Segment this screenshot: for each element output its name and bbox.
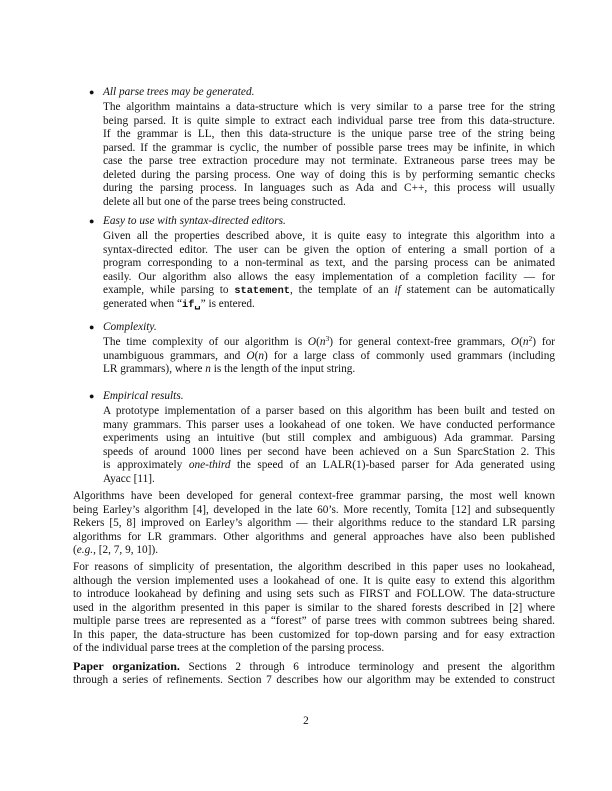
text-line: syntax-directed editor. The user can be given the option of entering a small portion of a	[103, 243, 555, 256]
text-run: statement	[234, 285, 290, 297]
text-line: algorithms for LR grammars. Other algorithms and general approaches have also been published	[73, 530, 555, 543]
text-line: although the version implemented uses a lookahead of one. It is quite easy to extend this algorithm	[73, 574, 555, 587]
text-line	[103, 350, 555, 364]
text-run: (	[519, 336, 523, 348]
text-line	[103, 459, 555, 473]
text-line: being Earley’s algorithm [4], developed in the late 60’s. More recently, Tomita [12] and subsequently	[73, 503, 555, 516]
text-line: delete all but one of the parse trees being constructed.	[103, 195, 346, 208]
text-run: 2	[528, 334, 533, 343]
text-run: statement can be automatically	[400, 284, 555, 296]
text-line	[103, 284, 555, 298]
bullet-title: All parse trees may be generated.	[103, 86, 255, 98]
text-run: example, while parsing to	[103, 284, 235, 296]
text-line	[73, 544, 555, 558]
text-line: Given all the properties described above, it is quite easy to integrate this algorithm into a	[103, 230, 555, 242]
text-run: , [2, 7, 9, 10]).	[93, 544, 159, 556]
text-line: of the individual parse trees at the completion of the parsing process.	[73, 642, 385, 654]
text-line: If the grammar is LL, then this data-structure is the unique parse tree of the string being	[103, 128, 555, 140]
text-line	[103, 363, 555, 377]
bullet-item	[89, 390, 555, 486]
text-line: multiple parse trees are represented as a “forest” of parse trees with common subtrees being shared.	[73, 615, 555, 627]
text-line: Algorithms have been developed for general context-free grammar parsing, the most well known	[73, 490, 555, 502]
text-line: A prototype implementation of a parser based on this algorithm has been built and tested on	[103, 405, 555, 417]
text-run: O	[246, 349, 255, 362]
text-line: program corresponding to a non-terminal as text, and the parsing process can be animated	[103, 257, 555, 269]
text-line: speeds of around 1000 lines per second have been achieved on a Sun SparcStation 2. This	[103, 445, 555, 458]
text-run: n	[258, 349, 264, 362]
text-run: Sections 2 through 6 introduce terminology and present the algorithm	[179, 661, 555, 673]
text-line: deleted during the parsing process. One way of doing this is by performing semantic checks	[103, 168, 555, 181]
text-run: if␣	[182, 298, 201, 311]
text-run: (	[316, 336, 320, 348]
text-run: e.g.	[76, 544, 94, 556]
text-line: case the parse tree extraction procedure may not terminate. Extraneous parse trees may be	[103, 155, 555, 167]
text-run: ” is entered.	[200, 297, 255, 310]
text-run: generated when “	[103, 297, 183, 310]
paragraph	[73, 660, 555, 687]
text-run: O	[510, 336, 520, 348]
text-run: the speed of an LALR(1)-based parser for Ada generated using	[230, 459, 555, 471]
text-run: is the length of the input string.	[210, 363, 356, 375]
bullet-item	[89, 321, 555, 377]
text-run: O	[307, 336, 317, 348]
paragraph	[73, 490, 555, 558]
text-run: n	[522, 336, 529, 348]
bullet-icon: ●	[89, 216, 95, 226]
text-line: For reasons of simplicity of presentation, the algorithm described in this paper uses no lookahead,	[73, 561, 555, 573]
run-in-heading: Paper organization.	[73, 659, 180, 673]
text-run: (	[254, 349, 259, 362]
text-line: to introduce lookahead by defining and using sets such as FIRST and FOLLOW. The data-structure	[73, 588, 555, 600]
bullet-item	[89, 215, 555, 311]
bullet-title: Complexity.	[103, 321, 157, 333]
text-line	[103, 336, 555, 350]
paragraph	[73, 561, 555, 656]
text-run: The time complexity of our algorithm is	[103, 336, 308, 348]
text-run: one-third	[188, 459, 231, 471]
text-run: , the template of an	[289, 284, 395, 296]
text-line: used in the algorithm presented in this paper is similar to the shared forests described in [2] where	[73, 601, 555, 614]
bullet-title: Easy to use with syntax-directed editors.	[103, 215, 286, 227]
text-run: LR grammars), where	[103, 363, 206, 375]
text-line: during the parsing process. In languages such as Ada and C++, this process will usually	[103, 182, 555, 194]
bullet-title: Empirical results.	[103, 390, 184, 402]
text-run: ) for a large class of commonly used grammars (including	[264, 349, 555, 362]
text-line: being parsed. It is quite simple to extract each individual parse tree from this data-structure.	[103, 114, 555, 127]
bullet-icon: ●	[89, 87, 95, 97]
text-run: if	[394, 284, 401, 296]
bullet-item	[89, 86, 555, 209]
text-run: is approximately	[103, 459, 189, 471]
text-line: many grammars. This parser uses a lookahead of one token. We have conducted performance	[103, 418, 555, 431]
page-number: 2	[303, 715, 309, 727]
text-run: ) for	[532, 336, 555, 348]
text-run: n	[205, 363, 211, 375]
text-run: unambiguous grammars, and	[103, 349, 247, 362]
text-line	[103, 298, 555, 312]
text-line: through a series of refinements. Section 7 describes how our algorithm may be extended to construct	[73, 673, 555, 686]
text-line: The algorithm maintains a data-structure which is very similar to a parse tree for the string	[103, 101, 555, 113]
text-line: In this paper, the data-structure has been customized for top-down parsing and for easy extraction	[73, 628, 555, 641]
text-line: easily. Our algorithm also allows the easy implementation of a completion facility — for	[103, 270, 555, 283]
text-run: ) for general context-free grammars,	[329, 336, 511, 348]
bullet-icon: ●	[89, 391, 95, 401]
text-run: (	[73, 544, 77, 556]
text-line	[73, 660, 555, 674]
text-line: Rekers [5, 8] improved on Earley’s algorithm — their algorithms reduce to the standard LR parsing	[73, 517, 555, 529]
text-run: n	[319, 336, 326, 348]
text-line: Ayacc [11].	[103, 472, 155, 485]
text-line: parsed. If the grammar is cyclic, the number of possible parse trees may be infinite, in which	[103, 141, 555, 154]
text-run: 3	[325, 334, 330, 343]
bullet-icon: ●	[89, 322, 95, 332]
text-line: experiments using an intuitive (but still complex and ambiguous) Ada grammar. Parsing	[103, 432, 555, 444]
